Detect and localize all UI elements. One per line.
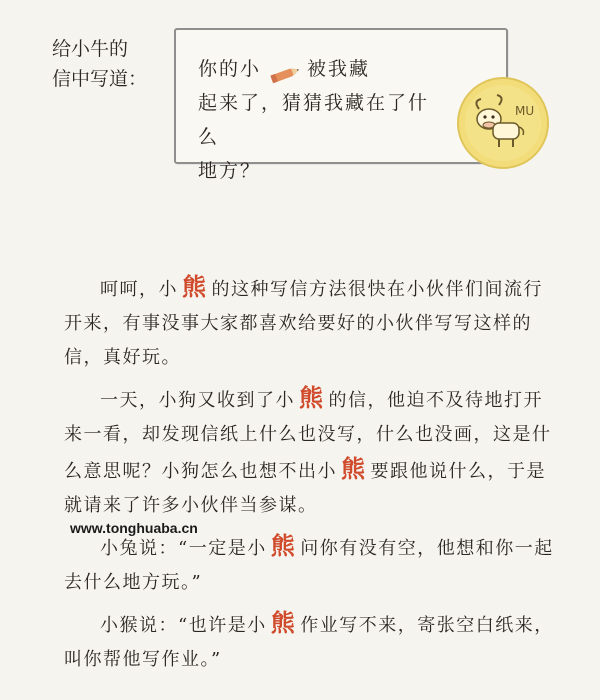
watermark-url: www.tonghuaba.cn xyxy=(70,520,198,536)
p2-text-c: 要跟他说什么，于是就请来了许多小伙伴当参谋。 xyxy=(64,461,546,516)
bear-char: 熊 xyxy=(341,454,367,483)
p4-text-b: 作业写不来，寄张空白纸来，叫你帮他写作业。” xyxy=(64,615,554,670)
letter-part-2: 被我藏 xyxy=(307,58,371,80)
intro-line-1: 给小牛的 xyxy=(52,38,129,60)
paragraph-4 xyxy=(64,606,554,677)
bear-char: 熊 xyxy=(270,608,297,637)
p4-text-a: 小猴说：“也许是小 xyxy=(100,615,267,636)
pencil-icon xyxy=(267,61,301,79)
p1-text-b: 的这种写信方法很快在小伙伴们间流行开来，有事没事大家都喜欢给要好的小伙伴写写这样的信，真好玩。 xyxy=(64,279,543,368)
cow-seal xyxy=(455,75,551,171)
p2-text-b: 的信，他迫不及待地打开来一看，却发现信纸上什么也没写，什么也没画，这是什么意思呢？小狗怎么也想不出小 xyxy=(64,390,552,482)
letter-line-3: 地方？ xyxy=(198,160,262,182)
p1-text-a: 呵呵，小 xyxy=(100,279,178,300)
story-body xyxy=(64,270,554,683)
intro-line-2: 信中写道： xyxy=(52,68,148,90)
letter-part-1: 你的小 xyxy=(198,58,262,80)
p3-text-b: 问你有没有空，他想和你一起去什么地方玩。” xyxy=(64,538,554,593)
bear-char: 熊 xyxy=(182,272,208,301)
seal-initials: MU xyxy=(515,104,535,118)
bear-char: 熊 xyxy=(299,383,325,412)
paragraph-2 xyxy=(64,381,554,523)
bear-char: 熊 xyxy=(270,531,297,560)
intro-text xyxy=(52,34,147,94)
p2-text-a: 一天，小狗又收到了小 xyxy=(100,390,295,411)
letter-text xyxy=(198,52,448,188)
p3-text-a: 小兔说：“一定是小 xyxy=(100,538,267,559)
letter-line-1 xyxy=(198,52,448,86)
letter-line-2: 起来了，猜猜我藏在了什么 xyxy=(198,92,430,148)
paragraph-1 xyxy=(64,270,554,375)
paragraph-3 xyxy=(64,529,554,600)
cow-icon xyxy=(455,75,551,171)
